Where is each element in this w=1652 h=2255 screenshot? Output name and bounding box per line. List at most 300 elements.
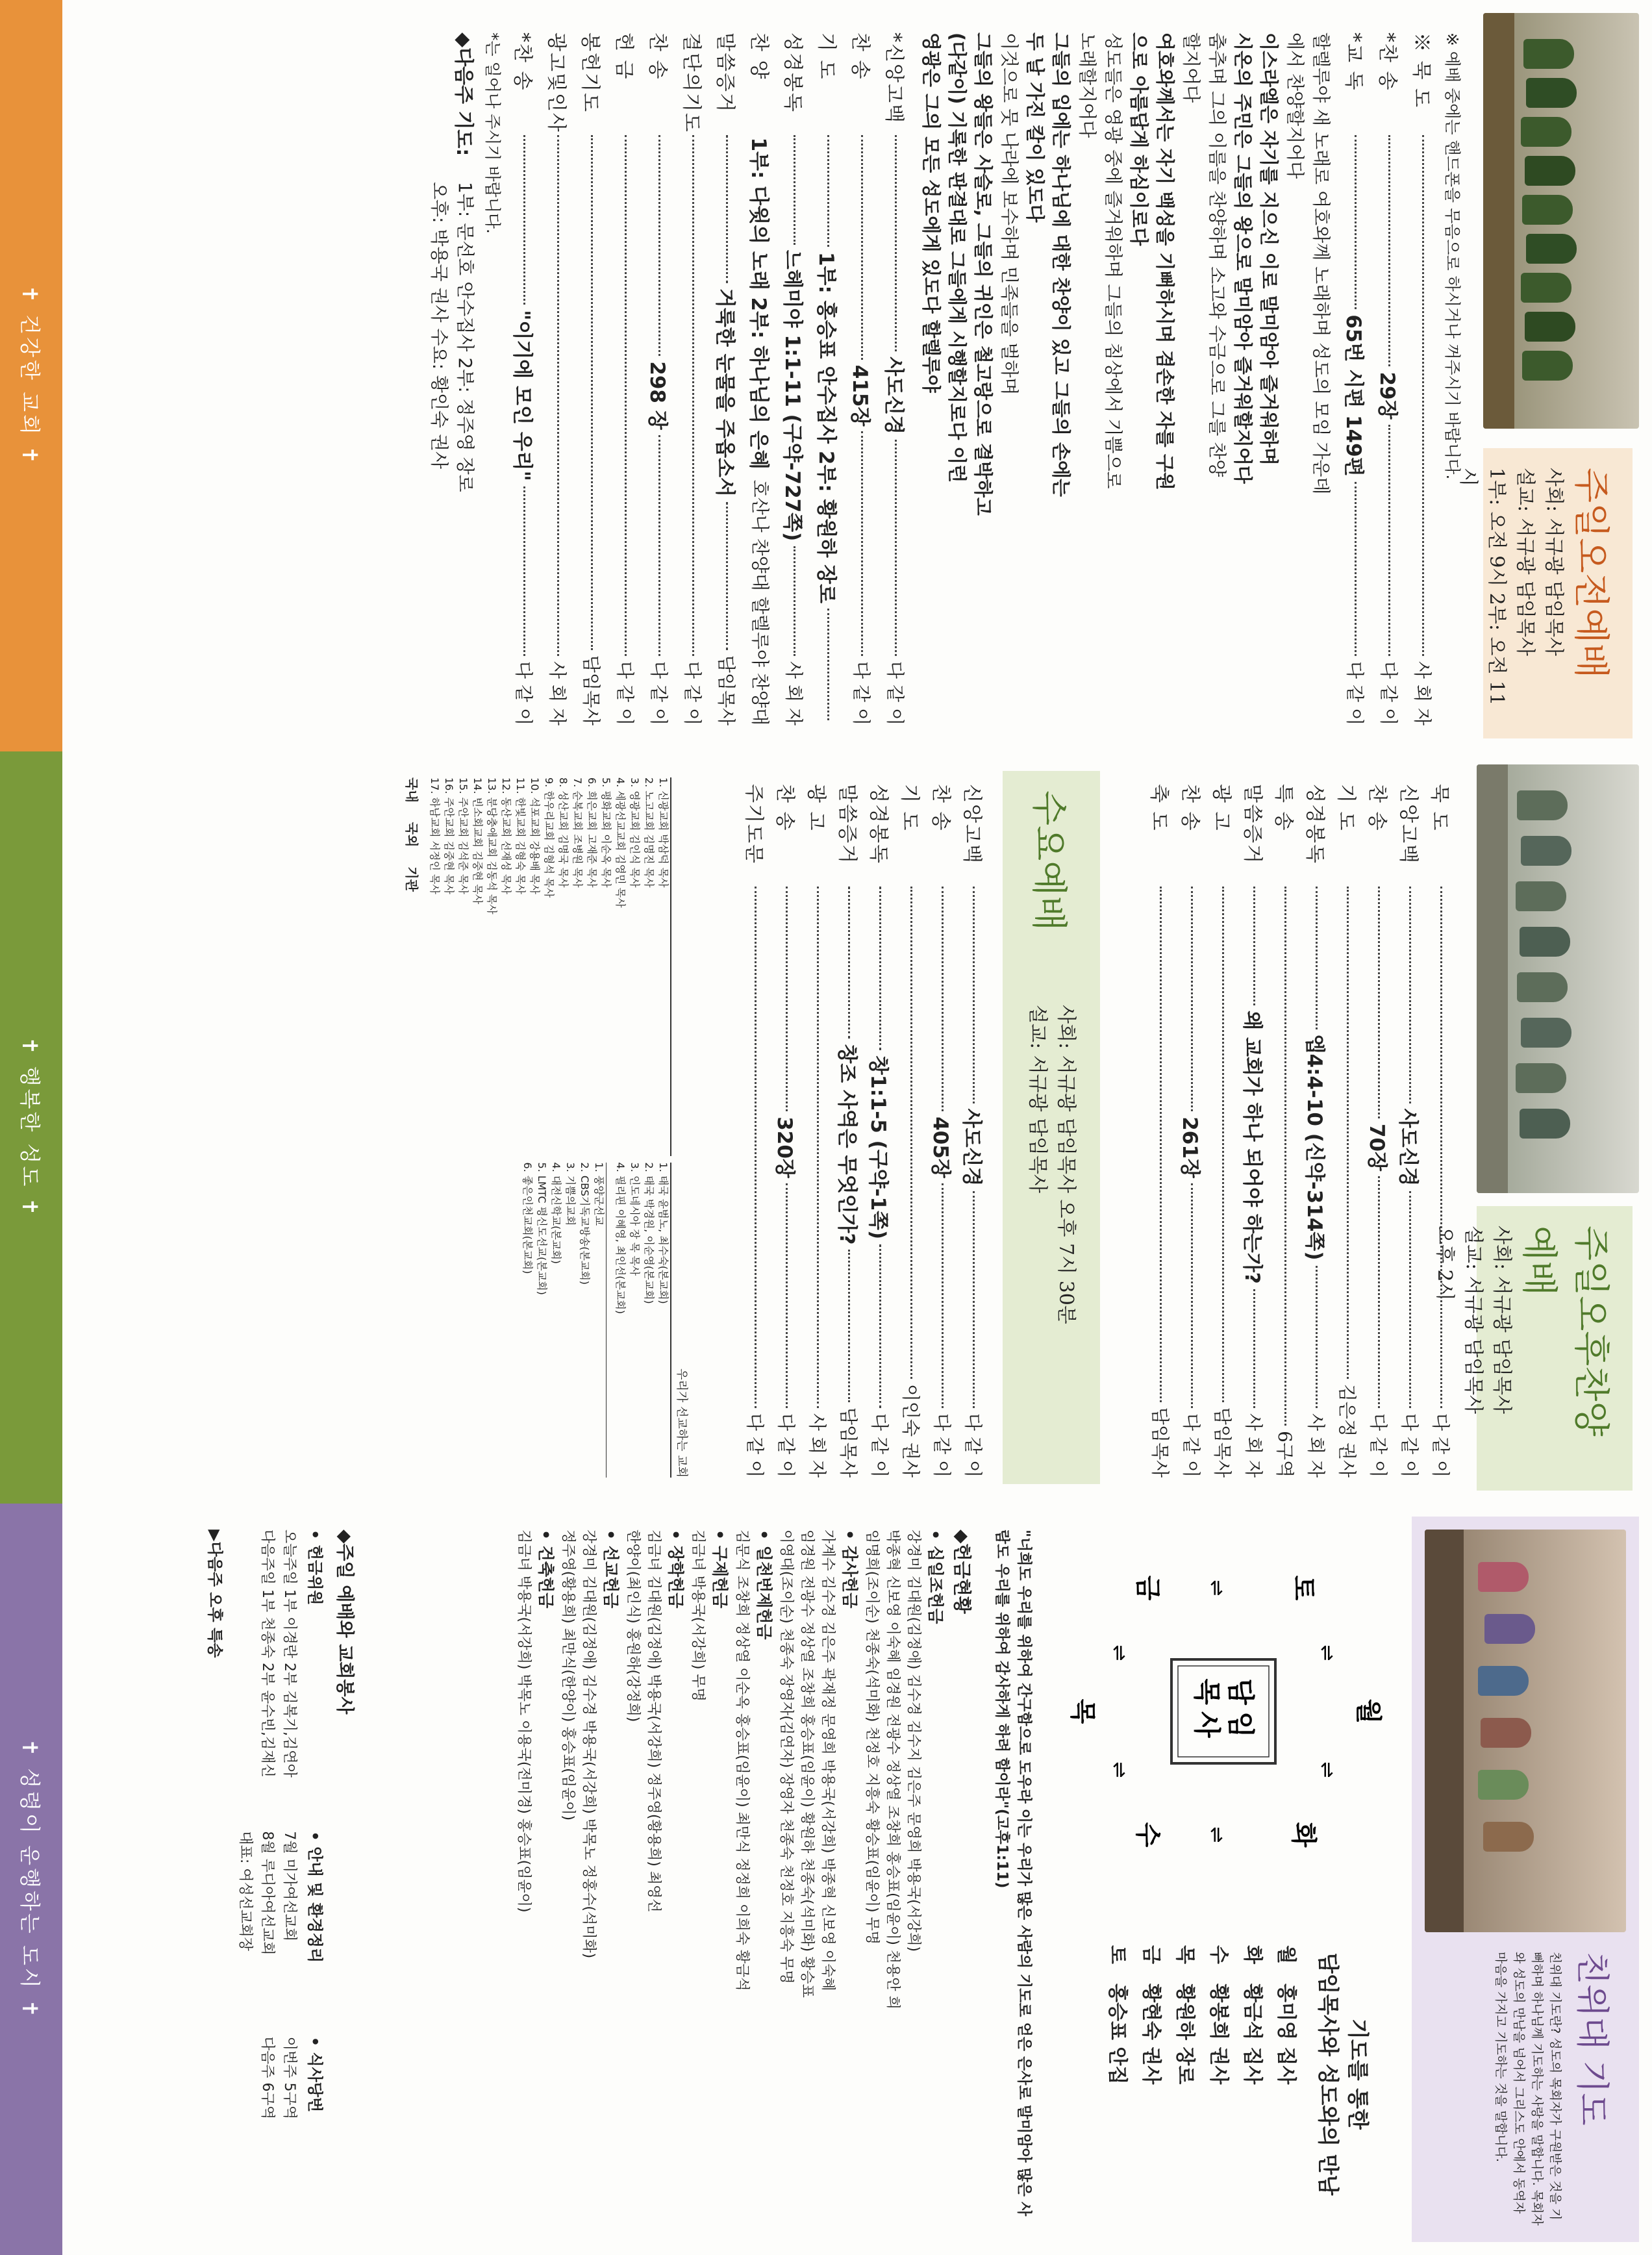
mission-entry: 14. 빈소회교회 김중현 목사 — [471, 777, 484, 905]
order-label: 기 도 — [1334, 784, 1357, 832]
order-content: 느헤미야 1:1-11 (구약-727쪽) — [781, 249, 805, 542]
weekday-row — [1100, 1919, 1134, 2229]
order-label: 광 고 — [805, 784, 827, 832]
diagram-day: 토 — [1288, 1575, 1319, 1601]
order-content: 엡4:4-10 (신약-314쪽) — [1303, 1034, 1327, 1261]
scripture-line: 노래할지어다 — [1077, 32, 1098, 138]
order-row — [771, 784, 803, 1478]
duty-column — [234, 1831, 330, 2023]
mission-entry: 13. 분당충애교회 김동석 목사 — [486, 777, 498, 914]
order-person: 다 같 이 — [1430, 1413, 1451, 1478]
order-label: 주기도문 — [742, 784, 765, 864]
order-of-worship-1 — [426, 32, 1464, 725]
order-content: 320장 — [773, 1116, 797, 1178]
order-label: 결단의기도 — [680, 32, 703, 133]
wednesday-leader: 사회: 서규광 담임목사 오후 7시 30분 — [1055, 1005, 1077, 1324]
order-row — [1373, 32, 1407, 725]
dot-leader — [524, 486, 526, 656]
mission-header: 우리가 선교하는 교회 — [675, 1368, 688, 1478]
order-label: 신앙고백 — [960, 784, 983, 864]
order-content: 1부: 다윗의 노래 2부: 하나님의 은혜 — [747, 137, 771, 470]
order-row — [1339, 32, 1373, 725]
mission-entry: 4. 대전신학교(본교회) — [550, 1162, 562, 1265]
order-label: *찬 송 — [1376, 32, 1399, 92]
mission-entry: 2. 노고교회 김명진 목사 — [643, 777, 655, 888]
dot-leader — [828, 135, 830, 247]
duty-column — [234, 2037, 330, 2229]
mission-entry: 2. 태국 박경원, 이순영(본교회) — [643, 1162, 655, 1304]
order-row — [803, 784, 834, 1478]
duty-head: • 안내 및 환경정리 — [306, 1831, 324, 1963]
service-title: 주일오후찬양예배 — [1518, 1226, 1612, 1437]
scripture-line: 할지어다 — [1181, 32, 1202, 103]
dot-leader — [942, 887, 944, 1111]
mission-entry: 10. 석포교회 강용배 목사 — [529, 777, 541, 894]
dot-leader — [1316, 887, 1318, 1029]
scripture-line: 이것으로 뭇 나라에 보수하며 민족들을 벌하며 — [999, 32, 1020, 396]
order-person: 다 같 이 — [513, 661, 534, 725]
dot-leader — [1285, 887, 1287, 1426]
mission-entry: 1. 신광교회 박삼덕 목사 — [657, 777, 670, 888]
order-person: 다 같 이 — [869, 1413, 890, 1478]
dot-leader — [786, 887, 788, 1111]
dot-leader — [1441, 887, 1443, 1408]
order-row — [1145, 784, 1177, 1478]
order-person: 다 같 이 — [614, 661, 636, 725]
weekday-row — [1269, 1919, 1303, 2229]
wednesday-service-header — [1003, 771, 1100, 1484]
dot-leader — [1389, 135, 1391, 366]
order-label: 봉헌기도 — [579, 32, 601, 113]
offering-report — [513, 1530, 977, 2229]
mission-entry: 17. 하남교회 서정인 목사 — [429, 777, 441, 894]
order-row — [834, 784, 865, 1478]
duty-line: 8월 루디아여선교회 — [259, 1831, 275, 1956]
center-box — [1171, 1659, 1275, 1763]
order-content: 65번 시편 149편 — [1342, 314, 1366, 477]
order-of-wednesday-worship — [740, 784, 990, 1478]
mission-foreign-label: 국외 — [404, 822, 419, 848]
dot-leader — [659, 435, 661, 656]
scripture-line: 할렐루야 새 노래로 여호와께 노래하며 성도의 모임 가운데 — [1310, 32, 1332, 495]
service-preacher: 설교: 서규광 담임목사 — [1514, 468, 1536, 656]
order-person: 6구역 — [1274, 1431, 1295, 1478]
dot-leader — [727, 135, 729, 283]
diagram-day: 월 — [1353, 1698, 1384, 1724]
dot-leader — [1223, 887, 1225, 1402]
diagram-day: 화 — [1288, 1822, 1319, 1848]
report-names: 이영대(조이순) 천종숙 장영자(김연자) 장영자 천종숙 천정호 지흥숙 무명 — [778, 1530, 794, 1984]
report-section-title: • 장학헌금 — [666, 1530, 685, 1609]
order-person: 이인숙 권사 — [900, 1383, 921, 1478]
mission-entry: 12. 동산교회 선재성 목사 — [500, 777, 512, 894]
report-title: ◆헌금현황 — [951, 1530, 973, 1614]
order-person: 다 같 이 — [1368, 1413, 1389, 1478]
panel-afternoon-service — [0, 751, 1652, 1504]
dot-leader — [862, 431, 864, 656]
order-row — [643, 32, 677, 725]
prayer-intro: 친위대 기도란? 성도의 목회자가 구원받은 것을 기뻐하며 하나님께 기도하는 사랑을 말합니다. 목회자와 성도의 만남을 넘어서 그리스도 안에서 동역자 마음을 가지고 기도하는 것을 말합니다. — [1494, 1952, 1562, 2226]
duty-head: • 헌금위원 — [306, 1530, 324, 1606]
dot-leader — [625, 135, 627, 656]
next-prayer-line: 1부: 문선호 안수집사 2부: 정주영 장로 — [455, 182, 476, 492]
center-label: 목사 — [1191, 1678, 1223, 1745]
order-row — [1177, 784, 1208, 1478]
dot-leader — [895, 135, 897, 351]
weekday-name: 황금석 집사 — [1241, 1983, 1264, 2085]
order-row — [1239, 784, 1270, 1478]
dot-leader — [1423, 135, 1425, 656]
dot-leader — [1379, 887, 1381, 1118]
order-person: 다 같 이 — [1399, 1413, 1420, 1478]
dot-leader — [1316, 1266, 1318, 1409]
mission-entry: 15. 주안교회 김석준 목사 — [457, 777, 469, 894]
order-row — [542, 32, 575, 725]
order-person: 사 회 자 — [1243, 1413, 1264, 1478]
dot-leader — [828, 609, 830, 720]
order-row — [1208, 784, 1239, 1478]
order-label: 기 도 — [815, 32, 838, 81]
order-label: 성경봉독 — [1303, 784, 1326, 864]
mission-entry: 5. 평화교회 이순옥 목사 — [600, 777, 612, 888]
order-label: 신앙고백 — [1397, 784, 1420, 864]
order-person: 담임목사 — [838, 1407, 859, 1478]
order-label: 광고및인사 — [545, 32, 568, 133]
dot-leader — [727, 502, 729, 650]
mission-entry: 6. 희은교회 고재준 목사 — [586, 777, 598, 888]
report-names: 임경원 전광수 정상열 조창희 홍승표(임윤이) 황원하 천종숙(석미화) 황승표 — [799, 1530, 815, 1998]
order-label: 찬 송 — [929, 784, 952, 832]
order-content: 사도신경 — [882, 357, 906, 435]
order-content: 창1:1-5 (구약-1쪽) — [866, 1055, 890, 1240]
order-person: 다 같 이 — [931, 1413, 953, 1478]
mission-entry: 9. 한우리교회 김형석 목사 — [543, 777, 555, 898]
weekday-name: 황원하 장로 — [1173, 1983, 1196, 2085]
report-names: 한양이(최인식) 홍원하(강정희) — [625, 1530, 641, 1722]
service-times: 오후 2시 — [1433, 1226, 1456, 1301]
choir-photo — [1483, 13, 1639, 429]
scripture-line: 두 날 가진 칼이 있도다 — [1024, 32, 1046, 223]
mission-entry: 16. 주안교회 김중현 목사 — [443, 777, 455, 894]
scripture-line: 영광은 그의 모든 성도에게 있도다 할렐루야 — [920, 32, 942, 393]
dot-leader — [895, 440, 897, 656]
mission-entry: 4. 필리핀 이혜영, 최인선(본교회) — [614, 1162, 627, 1315]
service-times: 1부: 오전 9시 2부: 오전 11시 — [1457, 468, 1508, 706]
prayer-diamond-diagram — [1055, 1530, 1392, 1893]
weekday-row — [1201, 1919, 1235, 2229]
service-preacher: 설교: 서규광 담임목사 — [1462, 1226, 1484, 1414]
order-row — [1270, 784, 1301, 1478]
order-row — [1333, 784, 1364, 1478]
order-label: 헌 금 — [612, 32, 635, 81]
mission-entry: 7. 순복교회 조병원 목사 — [571, 777, 584, 888]
morning-service-header — [1457, 448, 1633, 738]
meeting-title-2: 담임목사와 성도와의 만남 — [1316, 1952, 1341, 2196]
order-content: 사도신경 — [960, 1108, 984, 1187]
mission-entry: 3. 기쁨의교회 — [564, 1162, 577, 1226]
report-names: 강경미 김대원(김정애) 김수경 김수지 김은주 문영희 박용국(서강희) — [905, 1530, 921, 1952]
report-names: 김문식 조창희 정상열 이순옥 홍승표(임윤이) 최만식 정정희 이희숙 황금석 — [734, 1530, 750, 1991]
weekday-row — [1134, 1919, 1168, 2229]
order-person: 사 회 자 — [783, 661, 805, 725]
mission-entry: 8. 성산교회 김명국 목사 — [557, 777, 569, 888]
order-content: 거룩한 눈물을 주옵소서 — [713, 288, 737, 497]
dot-leader — [1192, 887, 1194, 1111]
center-label: 담임 — [1225, 1678, 1257, 1745]
dot-leader — [592, 135, 594, 650]
panel-prayer-and-reports — [0, 1504, 1652, 2255]
order-content: 1부: 홍승표 안수집사 2부: 황원하 장로 — [814, 251, 838, 604]
weekday-day: 토 — [1106, 1945, 1129, 1964]
order-person: 다 같 이 — [775, 1413, 797, 1478]
order-label: 성경봉독 — [867, 784, 890, 864]
standing-note: *는 일어나 주시기 바랍니다. — [483, 32, 502, 234]
worship-note: ※ 예배 중에는 핸드폰을 무음으로 하시거나 꺼주시기 바랍니다. — [1443, 32, 1462, 480]
report-section-title: • 건축헌금 — [536, 1530, 555, 1609]
weekday-day: 수 — [1207, 1945, 1230, 1964]
report-section-title: • 구제헌금 — [710, 1530, 729, 1609]
order-label: *교 독 — [1342, 32, 1365, 92]
order-content: 298 장 — [645, 361, 670, 430]
dot-leader — [849, 887, 851, 1039]
dot-leader — [973, 1191, 975, 1408]
mission-entry: 4. 세광선교교회 김영민 목사 — [614, 777, 627, 908]
order-label: 성경봉독 — [781, 32, 804, 113]
dot-leader — [786, 1183, 788, 1408]
prayer-header — [1412, 1517, 1639, 2242]
order-content: 415장 — [848, 364, 872, 427]
scripture-line: 에서 찬양할지어다 — [1284, 32, 1306, 179]
prayer-photo — [1425, 1530, 1626, 1932]
duty-line: 오늘주일 1부 이경란 2부 김복기,김연아 — [281, 1530, 297, 1778]
dot-leader — [862, 135, 864, 360]
order-person: 사 회 자 — [1305, 1413, 1327, 1478]
scripture-line: 여호와께서는 자기 백성을 기뻐하시며 겸손한 자를 구원 — [1154, 32, 1176, 490]
scripture-line: 춤추며 그의 이름을 찬양하며 소고와 수금으로 그를 찬양 — [1207, 32, 1228, 477]
order-label: *찬 송 — [511, 32, 534, 92]
order-row — [958, 784, 990, 1478]
report-names: 박종혁 신보영 이숙혜 임경원 전광수 정상열 조창희 홍승표(임윤이) 천용안 희 — [884, 1530, 901, 2009]
report-names: 가계수 김수경 김은주 곽재정 문영희 박용국(서강희) 박종혁 신보영 이숙혜 — [820, 1530, 836, 1991]
order-row — [865, 784, 896, 1478]
scripture-line: 그들의 입에는 하나님에 대한 찬양이 있고 그들의 손에는 — [1050, 32, 1072, 497]
dot-leader — [1410, 887, 1412, 1103]
duty-column — [234, 1530, 330, 1818]
service-title: 주일오전예배 — [1570, 468, 1612, 679]
order-person: 담임목사 — [1212, 1407, 1233, 1478]
dot-leader — [1355, 135, 1357, 309]
order-content: 사도신경 — [1396, 1108, 1420, 1187]
order-row — [1364, 784, 1395, 1478]
order-person: 김은정 권사 — [1336, 1383, 1358, 1478]
report-section-title: • 십일조헌금 — [926, 1530, 945, 1624]
dot-leader — [794, 135, 796, 245]
report-names: 김금녀 박용국(서강희) 박목노 이용국(전미경) 홍승표(임윤이) — [516, 1530, 532, 1913]
mission-entry: 1. 태국 윤범노, 최수숙(본교회) — [657, 1162, 670, 1304]
order-label: *신앙고백 — [882, 32, 905, 124]
footer-happy-saints: ✝ 행복한 성도 ✝ — [0, 751, 62, 1504]
duty-line: 대표: 여성선교회장 — [237, 1831, 253, 1951]
order-label: 찬 송 — [773, 784, 796, 832]
order-person: 다 같 이 — [1344, 661, 1366, 726]
prayer-diagram-area — [1042, 1530, 1392, 2229]
order-person: 다 같 이 — [884, 661, 906, 725]
diagram-day: 목 — [1068, 1698, 1098, 1724]
weekday-name: 홍승표 안집 — [1106, 1983, 1129, 2085]
service-leader: 사회: 서규광 담임목사 — [1542, 468, 1565, 656]
dot-leader — [1347, 887, 1349, 1379]
order-row — [812, 32, 845, 725]
order-label: 기 도 — [898, 784, 921, 832]
scripture-line: 으로 아름답게 하심이로다 — [1128, 32, 1150, 246]
order-label: 말씀증거 — [1241, 784, 1264, 864]
order-person: 사 회 자 — [807, 1413, 828, 1478]
exchange-arrow: ⇌ — [1108, 1644, 1131, 1661]
next-prayer-label: ◆다음주 기도: — [452, 32, 475, 157]
next-prayer-line: 오후: 박용국 권사 수요: 황인숙 권사 — [429, 182, 450, 470]
weekday-day: 화 — [1241, 1945, 1264, 1964]
prayer-verse: "너희도 우리를 위하여 간구함으로 도우라 이는 우리가 많은 사람의 기도로 얻은 은사로 말미암아 많은 사람도 우리를 위하여 감사하게 하려 함이라"(고후1:11) — [994, 1530, 1032, 2217]
order-label: 축 도 — [1147, 784, 1170, 832]
exchange-arrow: ⇌ — [1205, 1580, 1228, 1596]
order-person: 호산나 찬양대 할렐루야 찬양대 — [749, 479, 771, 725]
exchange-arrow: ⇌ — [1205, 1826, 1228, 1843]
wednesday-preacher: 설교: 서규광 담임목사 — [1026, 1005, 1049, 1193]
dot-leader — [818, 887, 820, 1408]
responsive-reading — [918, 32, 1334, 725]
mission-entry: 11. 한빛교회 김형숙 목사 — [514, 777, 527, 894]
dot-leader — [659, 135, 661, 356]
dot-leader — [1254, 1289, 1256, 1408]
order-label: 찬 송 — [849, 32, 871, 81]
duty-line: 다음주 6구역 — [259, 2036, 275, 2119]
order-content: "이기에 모인 우리" — [510, 310, 534, 481]
dot-leader — [973, 887, 975, 1103]
panel-morning-service — [0, 0, 1652, 751]
scripture-line: (다같이) 기록한 판결대로 그들에게 시행할지로다 이런 — [946, 32, 968, 483]
dot-leader — [1355, 482, 1357, 656]
wednesday-title: 수요예배 — [1027, 790, 1070, 931]
order-label: 찬 송 — [1179, 784, 1201, 832]
order-person: 사 회 자 — [1412, 661, 1433, 725]
duty-title: ◆주일 예배와 교회봉사 — [334, 1530, 356, 1715]
weekday-row — [1235, 1919, 1269, 2229]
order-content: 405장 — [929, 1116, 953, 1178]
order-label: 말씀증거 — [836, 784, 858, 864]
order-label: 광 고 — [1210, 784, 1233, 832]
service-leader: 사회: 서규광 담임목사 — [1490, 1226, 1513, 1414]
duty-line: 이번주 5구역 — [281, 2036, 297, 2119]
order-row — [740, 784, 771, 1478]
order-label: ※ 묵 도 — [1410, 32, 1433, 109]
weekday-name: 홍미영 집사 — [1275, 1983, 1297, 2085]
dot-leader — [942, 1183, 944, 1408]
mission-entry: 6. 좋은인천교회(본교회) — [521, 1162, 534, 1274]
order-person: 다 같 이 — [682, 661, 703, 725]
mission-entry: 3. 인도네시아 장 목 목사 — [629, 1162, 641, 1276]
report-section-title: • 일천번제헌금 — [755, 1530, 773, 1640]
order-person: 사 회 자 — [547, 661, 568, 725]
order-person: 다 같 이 — [851, 661, 872, 726]
order-label: 묵 도 — [1428, 784, 1451, 832]
report-names: 김금녀 김대원(김정애) 박용국(서강희) 정주영(황용희) 최영선 — [645, 1530, 662, 1913]
order-content: 창조 사역은 무엇인가? — [835, 1044, 859, 1245]
order-label: 찬 양 — [747, 32, 770, 81]
order-content: 261장 — [1178, 1116, 1202, 1178]
order-row — [575, 32, 609, 725]
order-row — [927, 784, 958, 1478]
order-person: 담임목사 — [716, 655, 737, 725]
mission-domestic-label: 국내 — [404, 777, 419, 803]
dot-leader — [880, 1244, 882, 1408]
duty-line: 다음주일 1부 천종숙 2부 윤수빈,김재신 — [259, 1530, 275, 1778]
order-person: 다 같 이 — [962, 1413, 984, 1478]
order-of-afternoon-worship — [1145, 784, 1457, 1478]
weekday-day: 목 — [1173, 1945, 1196, 1964]
duty-head: • 식사당번 — [306, 2036, 324, 2113]
dot-leader — [911, 887, 913, 1379]
order-person: 담임목사 — [1149, 1407, 1171, 1478]
order-content: 29장 — [1375, 372, 1399, 420]
duty-line: 7월 미가여선교회 — [281, 1831, 297, 1942]
report-names: 강경미 김대원(김정애) 김수경 박용국(서강희) 박목노 정홍수(석미화) — [581, 1530, 597, 1959]
order-row — [778, 32, 812, 725]
order-row — [508, 32, 542, 725]
order-content: 70장 — [1365, 1123, 1389, 1172]
footer-healthy-church: ✝ 건강한 교회 ✝ — [0, 0, 62, 751]
scripture-line: 성도들은 영광 중에 즐거워하며 그들의 침상에서 기쁨으로 — [1103, 32, 1124, 489]
mission-entry: 2. CBS기독교방송(본교회) — [579, 1162, 591, 1285]
order-row — [1301, 784, 1333, 1478]
diagram-day: 금 — [1133, 1575, 1163, 1601]
dot-leader — [1192, 1183, 1194, 1408]
exchange-arrow: ⇌ — [1316, 1761, 1338, 1778]
order-row — [896, 784, 927, 1478]
scripture-line: 그들의 왕들은 사슬로, 그들의 귀인은 철고랑으로 결박하고 — [972, 32, 994, 516]
dot-leader — [1410, 1191, 1412, 1408]
order-row — [845, 32, 879, 725]
dot-leader — [794, 546, 796, 656]
mission-inst-label: 기관 — [404, 866, 419, 892]
scripture-line: 이스라엘은 자기를 지으신 이로 말미암아 즐거워하며 — [1258, 32, 1280, 466]
order-row — [1407, 32, 1440, 725]
report-names: 임명희(조이순) 천종숙(석미화) 천정호 지흥숙 황승표(임윤이) 무명 — [864, 1530, 880, 1945]
dot-leader — [755, 887, 757, 1408]
order-label: 찬 송 — [1366, 784, 1388, 832]
prayer-schedule — [1100, 1919, 1373, 2229]
dot-leader — [849, 1250, 851, 1402]
dot-leader — [693, 135, 695, 656]
dot-leader — [1379, 1176, 1381, 1408]
report-section-title: • 선교헌금 — [601, 1530, 620, 1609]
order-label: 찬 송 — [646, 32, 669, 81]
order-person: 다 같 이 — [1378, 661, 1399, 726]
order-person: 담임목사 — [581, 655, 602, 725]
order-row — [677, 32, 710, 725]
order-row — [879, 32, 913, 725]
order-person: 다 같 이 — [744, 1413, 766, 1478]
dot-leader — [558, 135, 560, 656]
next-special-song: ▶다음주 오후 특송 — [206, 1530, 224, 1658]
report-section-title: • 감사헌금 — [840, 1530, 859, 1609]
weekday-name: 황현숙 권사 — [1140, 1983, 1162, 2085]
order-person: 다 같 이 — [648, 661, 670, 725]
weekday-day: 금 — [1140, 1945, 1162, 1964]
order-label: 말씀증거 — [714, 32, 736, 113]
weekday-day: 월 — [1275, 1945, 1297, 1964]
mission-entry: 1. 풍양군선교 — [593, 1162, 605, 1226]
mission-entry: 3. 영광교회 김인식 목사 — [629, 777, 641, 888]
